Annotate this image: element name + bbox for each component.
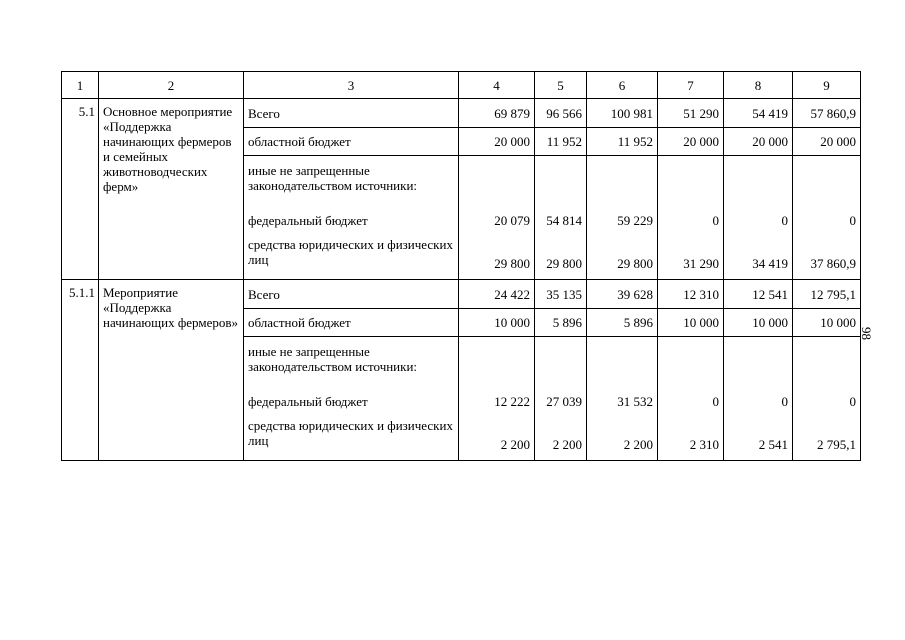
value-federal: 0 — [781, 213, 788, 228]
column-number-7: 7 — [658, 72, 724, 99]
value-cell-stack — [658, 156, 724, 280]
source-labels-other — [244, 156, 459, 280]
value-cell: 12 310 — [658, 280, 724, 309]
value-cell: 11 952 — [587, 128, 658, 156]
table-row — [62, 280, 861, 309]
value-legal: 29 800 — [494, 256, 530, 271]
value-legal: 29 800 — [617, 256, 653, 271]
value-legal: 34 419 — [752, 256, 788, 271]
value-federal: 31 532 — [617, 394, 653, 409]
source-label-federal: федеральный бюджет — [248, 213, 368, 228]
item-title: Мероприятие «Поддержка начинающих фермеров» — [99, 280, 244, 461]
value-federal: 0 — [712, 213, 719, 228]
value-federal: 0 — [712, 394, 719, 409]
value-cell: 39 628 — [587, 280, 658, 309]
value-legal: 2 541 — [758, 437, 788, 452]
item-code: 5.1 — [62, 99, 99, 280]
value-cell-stack — [535, 156, 587, 280]
value-cell: 51 290 — [658, 99, 724, 128]
source-label-regional: областной бюджет — [244, 128, 459, 156]
value-cell: 35 135 — [535, 280, 587, 309]
value-cell: 10 000 — [459, 309, 535, 337]
value-federal: 27 039 — [546, 394, 582, 409]
source-label-other: иные не запрещенные законодательством источники: — [248, 163, 418, 193]
value-cell: 54 419 — [724, 99, 793, 128]
page-number: 98 — [859, 327, 874, 340]
column-number-6: 6 — [587, 72, 658, 99]
source-label-legal: средства юридических и физических лиц — [248, 418, 453, 448]
source-label-total: Всего — [244, 99, 459, 128]
column-number-3: 3 — [244, 72, 459, 99]
value-cell: 24 422 — [459, 280, 535, 309]
column-number-2: 2 — [99, 72, 244, 99]
value-federal: 12 222 — [494, 394, 530, 409]
value-cell-stack — [459, 156, 535, 280]
value-cell: 12 541 — [724, 280, 793, 309]
value-cell-stack — [587, 156, 658, 280]
value-cell-stack — [724, 156, 793, 280]
source-label-legal: средства юридических и физических лиц — [248, 237, 453, 267]
value-legal: 2 200 — [623, 437, 653, 452]
value-cell-stack — [658, 337, 724, 461]
value-legal: 29 800 — [546, 256, 582, 271]
column-number-5: 5 — [535, 72, 587, 99]
value-cell: 57 860,9 — [793, 99, 861, 128]
budget-table — [61, 71, 861, 461]
column-number-1: 1 — [62, 72, 99, 99]
value-legal: 2 795,1 — [817, 437, 856, 452]
value-federal: 54 814 — [546, 213, 582, 228]
header-row — [62, 72, 861, 99]
value-cell: 5 896 — [535, 309, 587, 337]
value-federal: 59 229 — [617, 213, 653, 228]
value-legal: 2 200 — [552, 437, 582, 452]
value-cell: 12 795,1 — [793, 280, 861, 309]
value-cell: 100 981 — [587, 99, 658, 128]
value-federal: 0 — [781, 394, 788, 409]
value-cell: 10 000 — [658, 309, 724, 337]
value-cell-stack — [724, 337, 793, 461]
value-legal: 2 200 — [500, 437, 530, 452]
value-cell: 10 000 — [724, 309, 793, 337]
value-cell-stack — [793, 156, 861, 280]
value-cell: 20 000 — [793, 128, 861, 156]
value-legal: 31 290 — [683, 256, 719, 271]
value-federal: 20 079 — [494, 213, 530, 228]
value-cell: 20 000 — [724, 128, 793, 156]
value-cell: 96 566 — [535, 99, 587, 128]
value-cell: 10 000 — [793, 309, 861, 337]
value-cell-stack — [793, 337, 861, 461]
source-label-federal: федеральный бюджет — [248, 394, 368, 409]
column-number-4: 4 — [459, 72, 535, 99]
value-federal: 0 — [849, 213, 856, 228]
item-code: 5.1.1 — [62, 280, 99, 461]
table-row — [62, 99, 861, 128]
value-cell: 20 000 — [459, 128, 535, 156]
source-label-total: Всего — [244, 280, 459, 309]
value-cell-stack — [459, 337, 535, 461]
item-title: Основное мероприятие «Поддержка начинающих фермеров и семейных животноводческих ферм» — [99, 99, 244, 280]
column-number-9: 9 — [793, 72, 861, 99]
source-label-other: иные не запрещенные законодательством источники: — [248, 344, 418, 374]
source-label-regional: областной бюджет — [244, 309, 459, 337]
value-federal: 0 — [849, 394, 856, 409]
value-cell-stack — [587, 337, 658, 461]
value-legal: 37 860,9 — [810, 256, 856, 271]
value-legal: 2 310 — [689, 437, 719, 452]
source-labels-other — [244, 337, 459, 461]
column-number-8: 8 — [724, 72, 793, 99]
value-cell: 5 896 — [587, 309, 658, 337]
value-cell: 11 952 — [535, 128, 587, 156]
value-cell: 69 879 — [459, 99, 535, 128]
value-cell: 20 000 — [658, 128, 724, 156]
value-cell-stack — [535, 337, 587, 461]
